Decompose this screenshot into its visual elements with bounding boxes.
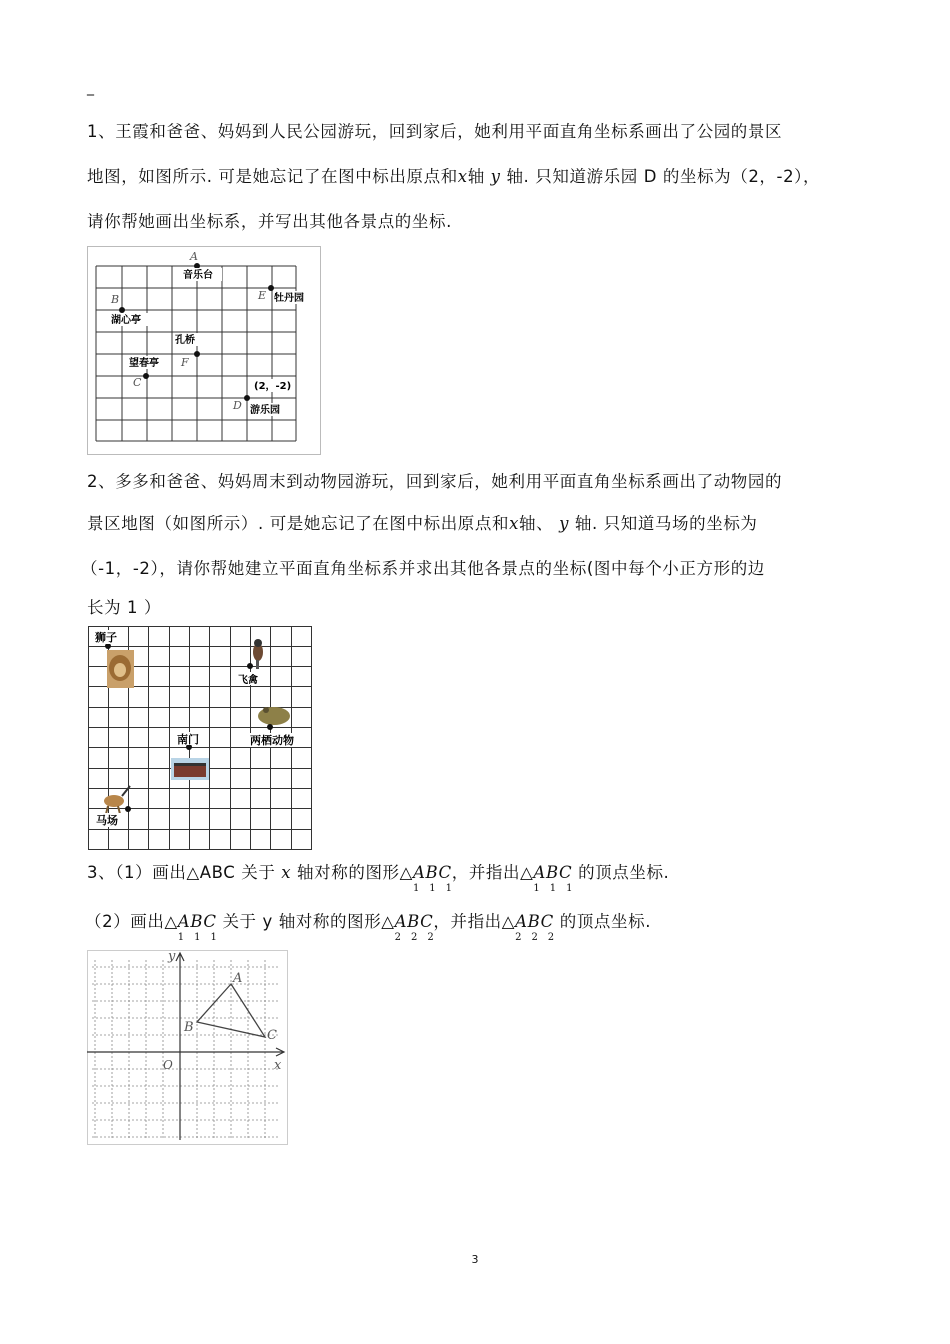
vertex-a-label: A: [233, 971, 243, 986]
q3-part2: （2）画出△ABC 111 关于 y 轴对称的图形△ABC 222 ，并指出△ABC 222 的顶点坐标.: [85, 912, 652, 943]
amusement-park-label: 游乐园: [250, 405, 280, 416]
q2-line1: 2、多多和爸爸、妈妈周末到动物园游玩，回到家后，她利用平面直角坐标系画出了动物园的: [87, 472, 783, 491]
point-e-label: E: [258, 289, 267, 302]
header-mark: _: [87, 80, 94, 96]
point-b-label: B: [111, 293, 120, 306]
q2-line4: 长为 1 ）: [87, 598, 162, 617]
lake-pavilion-label: 湖心亭: [111, 315, 141, 326]
q1-line3: 请你帮她画出坐标系，并写出其他各景点的坐标.: [87, 212, 452, 231]
peony-garden-label: 牡丹园: [274, 293, 304, 304]
q1-line1: 1、王霞和爸爸、妈妈到人民公园游玩，回到家后，她利用平面直角坐标系画出了公园的景区: [87, 122, 783, 141]
vertex-b-label: B: [184, 1020, 194, 1035]
q3-coordinate-grid: [87, 950, 288, 1145]
music-stage-label: 音乐台: [183, 270, 213, 281]
point-a-label: A: [190, 250, 198, 263]
page-number: 3: [471, 1253, 479, 1266]
bridge-label: 孔桥: [175, 335, 195, 346]
q1-park-map: [87, 246, 321, 455]
q3-part1: 3、（1）画出△ABC 关于 x 轴对称的图形△ABC 111 ，并指出△ABC 111 的顶点坐标.: [87, 863, 670, 894]
q1-line2: 地图，如图所示. 可是她忘记了在图中标出原点和x轴 y 轴. 只知道游乐园 D 的坐标为（2，-2），: [87, 167, 821, 186]
gate-picture: [171, 758, 209, 780]
q2-line2: 景区地图（如图所示）. 可是她忘记了在图中标出原点和x轴、 y 轴. 只知道马场的坐标为: [87, 514, 758, 533]
x-axis-label: x: [274, 1058, 282, 1073]
lion-label: 狮子: [95, 631, 117, 644]
origin-label: O: [163, 1058, 173, 1072]
point-c-label: C: [133, 376, 142, 389]
frog-picture: [258, 707, 290, 725]
q2-line3: （-1，-2），请你帮她建立平面直角坐标系并求出其他各景点的坐标(图中每个小正方形的边: [81, 559, 765, 578]
south-gate-label: 南门: [177, 733, 199, 746]
horse-ranch-label: 马场: [96, 814, 118, 827]
lion-picture: [107, 650, 134, 688]
vertex-c-label: C: [267, 1028, 277, 1043]
y-axis-label: y: [168, 950, 176, 964]
d-coordinate-label: (2，-2): [254, 381, 292, 392]
point-d-label: D: [233, 399, 242, 412]
bird-label: 飞禽: [238, 675, 258, 686]
point-f-label: F: [181, 356, 189, 369]
q2-zoo-map: [88, 626, 312, 850]
amphibian-label: 两栖动物: [250, 734, 294, 747]
spring-pavilion-label: 望春亭: [129, 358, 159, 369]
